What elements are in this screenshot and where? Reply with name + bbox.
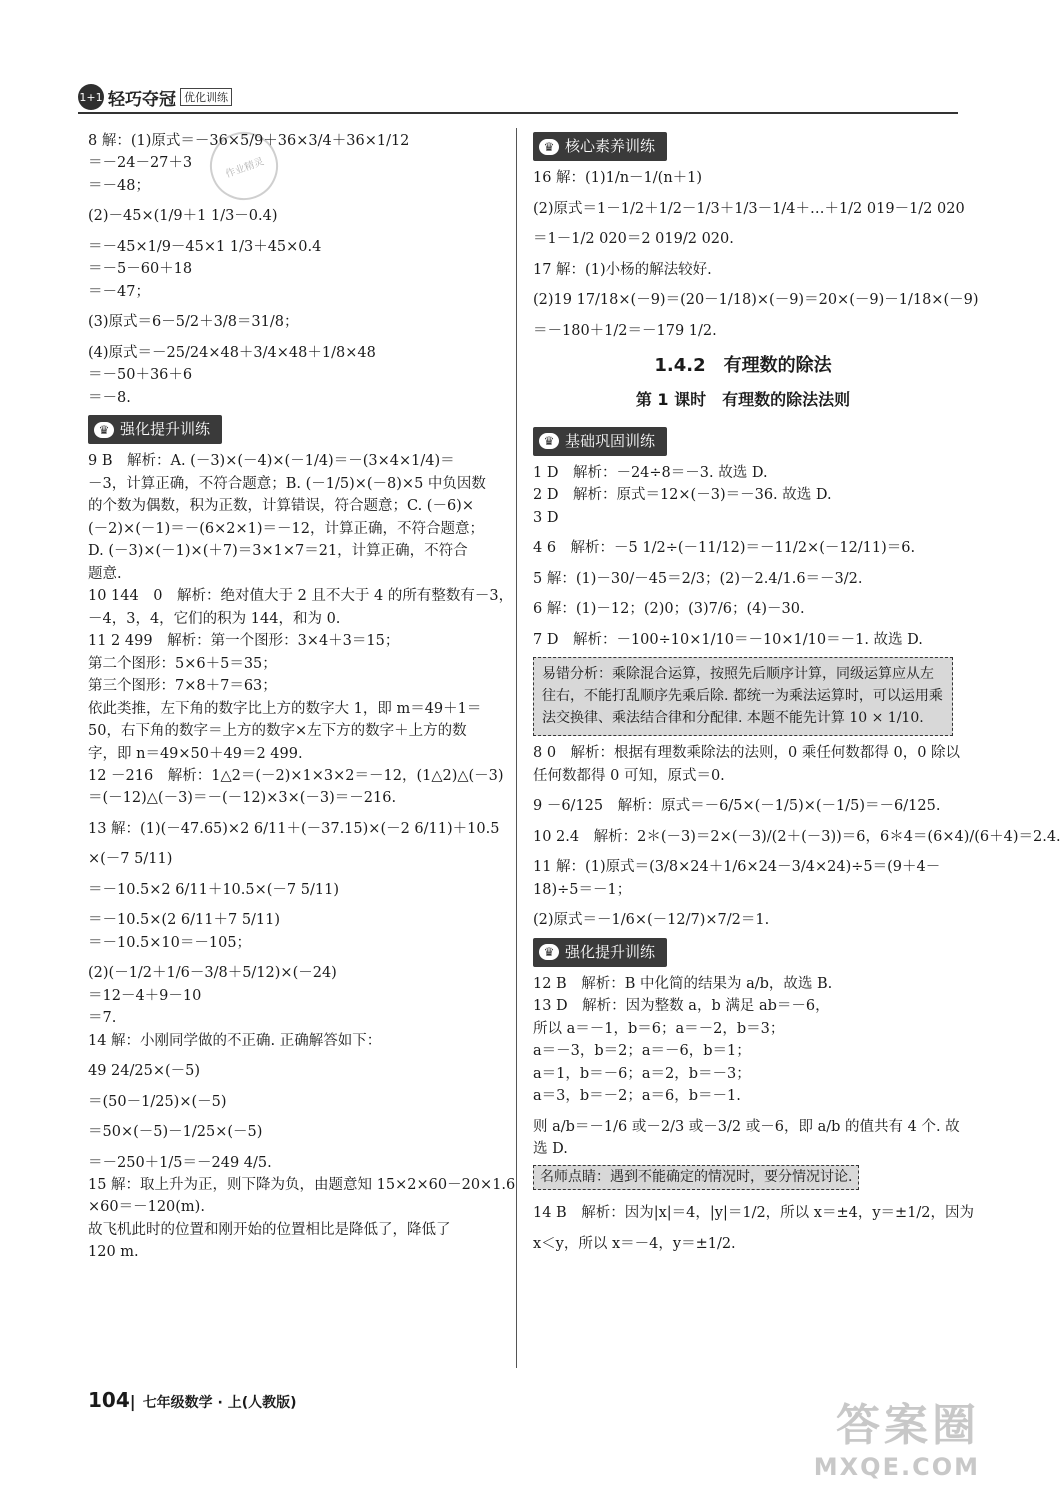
section-title: 强化提升训练 bbox=[120, 420, 211, 439]
crown-icon: ♛ bbox=[539, 944, 559, 960]
text-line: 14 解：小刚同学做的不正确. 正确解答如下： bbox=[88, 1032, 382, 1049]
text-line: (－2)×(－1)＝－(6×2×1)＝－12，计算正确，不符合题意； bbox=[88, 520, 484, 537]
section-header bbox=[533, 132, 667, 161]
text-line: x＜y，所以 x＝－4，y＝±1/2. bbox=[533, 1235, 736, 1252]
text-line: ＝－5－60＋18 bbox=[88, 261, 193, 278]
text-line: 18)÷5＝－1； bbox=[533, 881, 632, 898]
text-line: 6 解：(1)－12；(2)0；(3)7/6；(4)－30. bbox=[533, 601, 805, 618]
text-line: 16 解：(1)1/n－1/(n＋1) bbox=[533, 170, 703, 187]
section-title: 核心素养训练 bbox=[565, 137, 656, 155]
text-line: 第三个图形：7×8＋7＝63； bbox=[88, 678, 277, 695]
text-line: a＝3，b＝－2；a＝6，b＝－1. bbox=[533, 1088, 741, 1105]
text-line: 第二个图形：5×6＋5＝35； bbox=[88, 655, 277, 672]
watermark-logo: 答案圈 bbox=[836, 1400, 980, 1451]
section-header bbox=[533, 938, 667, 967]
text-line: (2)原式＝－1/6×(－12/7)×7/2＝1. bbox=[533, 912, 770, 929]
page-footer: 104| 七年级数学 · 上(人教版) bbox=[88, 1388, 297, 1412]
text-line: 12 B 解析：B 中化简的结果为 a/b，故选 B. bbox=[533, 975, 833, 992]
watermark-url: MXQE.COM bbox=[813, 1453, 980, 1481]
right-column bbox=[533, 130, 1061, 1255]
text-line: (2)(－1/2＋1/6－3/8＋5/12)×(－24) bbox=[88, 965, 337, 982]
text-line: 7 D 解析：－100÷10×1/10＝－10×1/10＝－1. 故选 D. bbox=[533, 631, 923, 648]
text-line: 任何数都得 0 可知，原式＝0. bbox=[533, 767, 725, 784]
text-line: 10 144 0 解析：绝对值大于 2 且不大于 4 的所有整数有－3， bbox=[88, 588, 514, 605]
crown-icon: ♛ bbox=[539, 139, 559, 155]
text-line: ＝12－4＋9－10 bbox=[88, 987, 202, 1004]
text-line: 1 D 解析：－24÷8＝－3. 故选 D. bbox=[533, 465, 768, 481]
text-line: 14 B 解析：因为|x|＝4，|y|＝1/2，所以 x＝±4，y＝±1/2，因为 bbox=[533, 1205, 975, 1222]
crown-icon: ♛ bbox=[539, 433, 559, 449]
header-rule bbox=[78, 112, 958, 114]
lesson-title: 第 1 课时 有理数的除法法则 bbox=[635, 389, 851, 409]
text-line: 5 解：(1)－30/－45＝2/3；(2)－2.4/1.6＝－3/2. bbox=[533, 570, 863, 587]
text-line: 11 解：(1)原式＝(3/8×24＋1/6×24－3/4×24)÷5＝(9＋4－ bbox=[533, 859, 941, 876]
text-line: 8 解：(1)原式＝－36×5/9＋36×3/4＋36×1/12 bbox=[88, 133, 410, 149]
text-line: 所以 a＝－1，b＝6；a＝－2，b＝3； bbox=[533, 1020, 785, 1037]
teacher-tip-note: 名师点睛：遇到不能确定的情况时，要分情况讨论. bbox=[533, 1165, 859, 1191]
answer-block-8 bbox=[88, 130, 503, 409]
text-line: ＝－8. bbox=[88, 389, 131, 406]
crown-icon: ♛ bbox=[94, 422, 114, 438]
error-analysis-note: 易错分析：乘除混合运算，按照先后顺序计算，同级运算应从左往右，不能打乱顺序先乘后除. 都统一为乘法运算时，可以运用乘法交换律、乘法结合律和分配律. 本题不能先计算 10 × 1/10. bbox=[533, 657, 953, 736]
text-line: 字，即 n＝49×50＋49＝2 499. bbox=[88, 745, 303, 762]
text-line: ＝－24－27＋3 bbox=[88, 155, 193, 172]
text-line: 11 2 499 解析：第一个图形：3×4＋3＝15； bbox=[88, 633, 400, 650]
text-line: 12 －216 解析：1△2＝(－2)×1×3×2＝－12，(1△2)△(－3) bbox=[88, 767, 504, 784]
page-number: 104 bbox=[88, 1388, 130, 1412]
text-line: 4 6 解析：－5 1/2÷(－11/12)＝－11/2×(－12/11)＝6. bbox=[533, 540, 916, 557]
text-line: ＝50×(－5)－1/25×(－5) bbox=[88, 1124, 263, 1141]
text-line: 10 2.4 解析：2＊(－3)＝2×(－3)/(2＋(－3))＝6，6＊4＝(6×4)/(6＋4)＝2.4. bbox=[533, 828, 1061, 845]
section-header bbox=[88, 415, 222, 444]
text-line: 8 0 解析：根据有理数乘除法的法则，0 乘任何数都得 0，0 除以 bbox=[533, 745, 961, 762]
brand-subtitle: 优化训练 bbox=[180, 88, 232, 106]
text-line: 依此类推，左下角的数字比上方的数字大 1，即 m＝49＋1＝ bbox=[88, 700, 482, 717]
text-line: 49 24/25×(－5) bbox=[88, 1063, 201, 1080]
text-line: 故飞机此时的位置和刚开始的位置相比是降低了，降低了 bbox=[88, 1221, 451, 1238]
text-line: 120 m. bbox=[88, 1244, 139, 1261]
text-line: ＝7. bbox=[88, 1010, 117, 1027]
text-line: 50，右下角的数字＝上方的数字×左下方的数字＋上方的数 bbox=[88, 723, 467, 740]
text-line: (2)19 17/18×(－9)＝(20－1/18)×(－9)＝20×(－9)－1/18×(－9) bbox=[533, 292, 979, 309]
text-line: ＝－47； bbox=[88, 283, 150, 300]
answer-block-9-15 bbox=[88, 450, 516, 1263]
text-line: a＝－3，b＝2；a＝－6，b＝1； bbox=[533, 1043, 751, 1060]
section-title: 强化提升训练 bbox=[565, 942, 656, 961]
section-header bbox=[533, 427, 667, 456]
text-line: 13 解：(1)(－47.65)×2 6/11＋(－37.15)×(－2 6/11)＋10.5 bbox=[88, 820, 500, 837]
text-line: 15 解：取上升为正，则下降为负，由题意知 15×2×60－20×1.6 bbox=[88, 1177, 516, 1193]
text-line: 选 D. bbox=[533, 1141, 568, 1158]
text-line: D. (－3)×(－1)×(＋7)＝3×1×7＝21，计算正确，不符合 bbox=[88, 543, 468, 560]
text-line: 9 －6/125 解析：原式＝－6/5×(－1/5)×(－1/5)＝－6/125. bbox=[533, 798, 941, 815]
brand-logo bbox=[78, 84, 232, 110]
text-line: ＝－45×1/9－45×1 1/3＋45×0.4 bbox=[88, 238, 322, 255]
text-line: (4)原式＝－25/24×48＋3/4×48＋1/8×48 bbox=[88, 344, 376, 361]
answer-block-14 bbox=[533, 1194, 975, 1255]
text-line: ×(－7 5/11) bbox=[88, 851, 173, 868]
text-line: ＝－10.5×(2 6/11＋7 5/11) bbox=[88, 912, 281, 929]
text-line: ＝－180＋1/2＝－179 1/2. bbox=[533, 322, 717, 339]
text-line: ＝－10.5×2 6/11＋10.5×(－7 5/11) bbox=[88, 881, 339, 898]
text-line: 13 D 解析：因为整数 a，b 满足 ab＝－6， bbox=[533, 998, 830, 1015]
text-line: ＝1－1/2 020＝2 019/2 020. bbox=[533, 231, 734, 248]
answer-block-16-17 bbox=[533, 167, 979, 342]
text-line: ×60＝－120(m). bbox=[88, 1199, 205, 1216]
text-line: ＝－48； bbox=[88, 177, 150, 194]
text-line: (2)原式＝1－1/2＋1/2－1/3＋1/3－1/4＋…＋1/2 019－1/2 020 bbox=[533, 200, 965, 217]
text-line: 则 a/b＝－1/6 或－2/3 或－3/2 或－6，即 a/b 的值共有 4 个. 故 bbox=[533, 1118, 960, 1135]
chapter-title: 1.4.2 有理数的除法 bbox=[654, 355, 832, 377]
left-column bbox=[88, 130, 516, 1264]
text-line: a＝1，b＝－6；a＝2，b＝－3； bbox=[533, 1065, 751, 1082]
book-title: 七年级数学 · 上(人教版) bbox=[142, 1395, 297, 1411]
text-line: －4，3，4，它们的积为 144，和为 0. bbox=[88, 610, 341, 627]
text-line: －3，计算正确，不符合题意；B. (－1/5)×(－8)×5 中负因数 bbox=[88, 475, 486, 492]
brand-title: 轻巧夺冠 bbox=[108, 89, 176, 110]
text-line: 题意. bbox=[88, 565, 122, 582]
text-line: (3)原式＝6－5/2＋3/8＝31/8； bbox=[88, 314, 299, 331]
text-line: 的个数为偶数，积为正数，计算错误，符合题意；C. (－6)× bbox=[88, 498, 474, 515]
stamp-icon: 作业精灵 bbox=[200, 122, 287, 209]
answer-block-1-7 bbox=[533, 462, 953, 651]
text-line: ＝－10.5×10＝－105； bbox=[88, 934, 252, 951]
text-line: ＝(50－1/25)×(－5) bbox=[88, 1093, 227, 1110]
logo-icon: 1+1 bbox=[78, 84, 104, 110]
text-line: 17 解：(1)小杨的解法较好. bbox=[533, 261, 712, 278]
text-line: ＝－250＋1/5＝－249 4/5. bbox=[88, 1154, 272, 1171]
text-line: ＝－50＋36＋6 bbox=[88, 367, 193, 384]
answer-block-12-13 bbox=[533, 973, 960, 1161]
section-title: 基础巩固训练 bbox=[565, 431, 656, 450]
text-line: 3 D bbox=[533, 509, 559, 526]
text-line: 9 B 解析：A. (－3)×(－4)×(－1/4)＝－(3×4×1/4)＝ bbox=[88, 453, 455, 470]
column-divider bbox=[516, 128, 517, 1368]
text-line: 2 D 解析：原式＝12×(－3)＝－36. 故选 D. bbox=[533, 487, 832, 504]
text-line: ＝(－12)△(－3)＝－(－12)×3×(－3)＝－216. bbox=[88, 790, 397, 807]
answer-block-8-11 bbox=[533, 742, 1061, 931]
site-watermark bbox=[814, 1389, 980, 1481]
page-header bbox=[78, 82, 958, 118]
text-line: (2)－45×(1/9＋1 1/3－0.4) bbox=[88, 208, 278, 225]
